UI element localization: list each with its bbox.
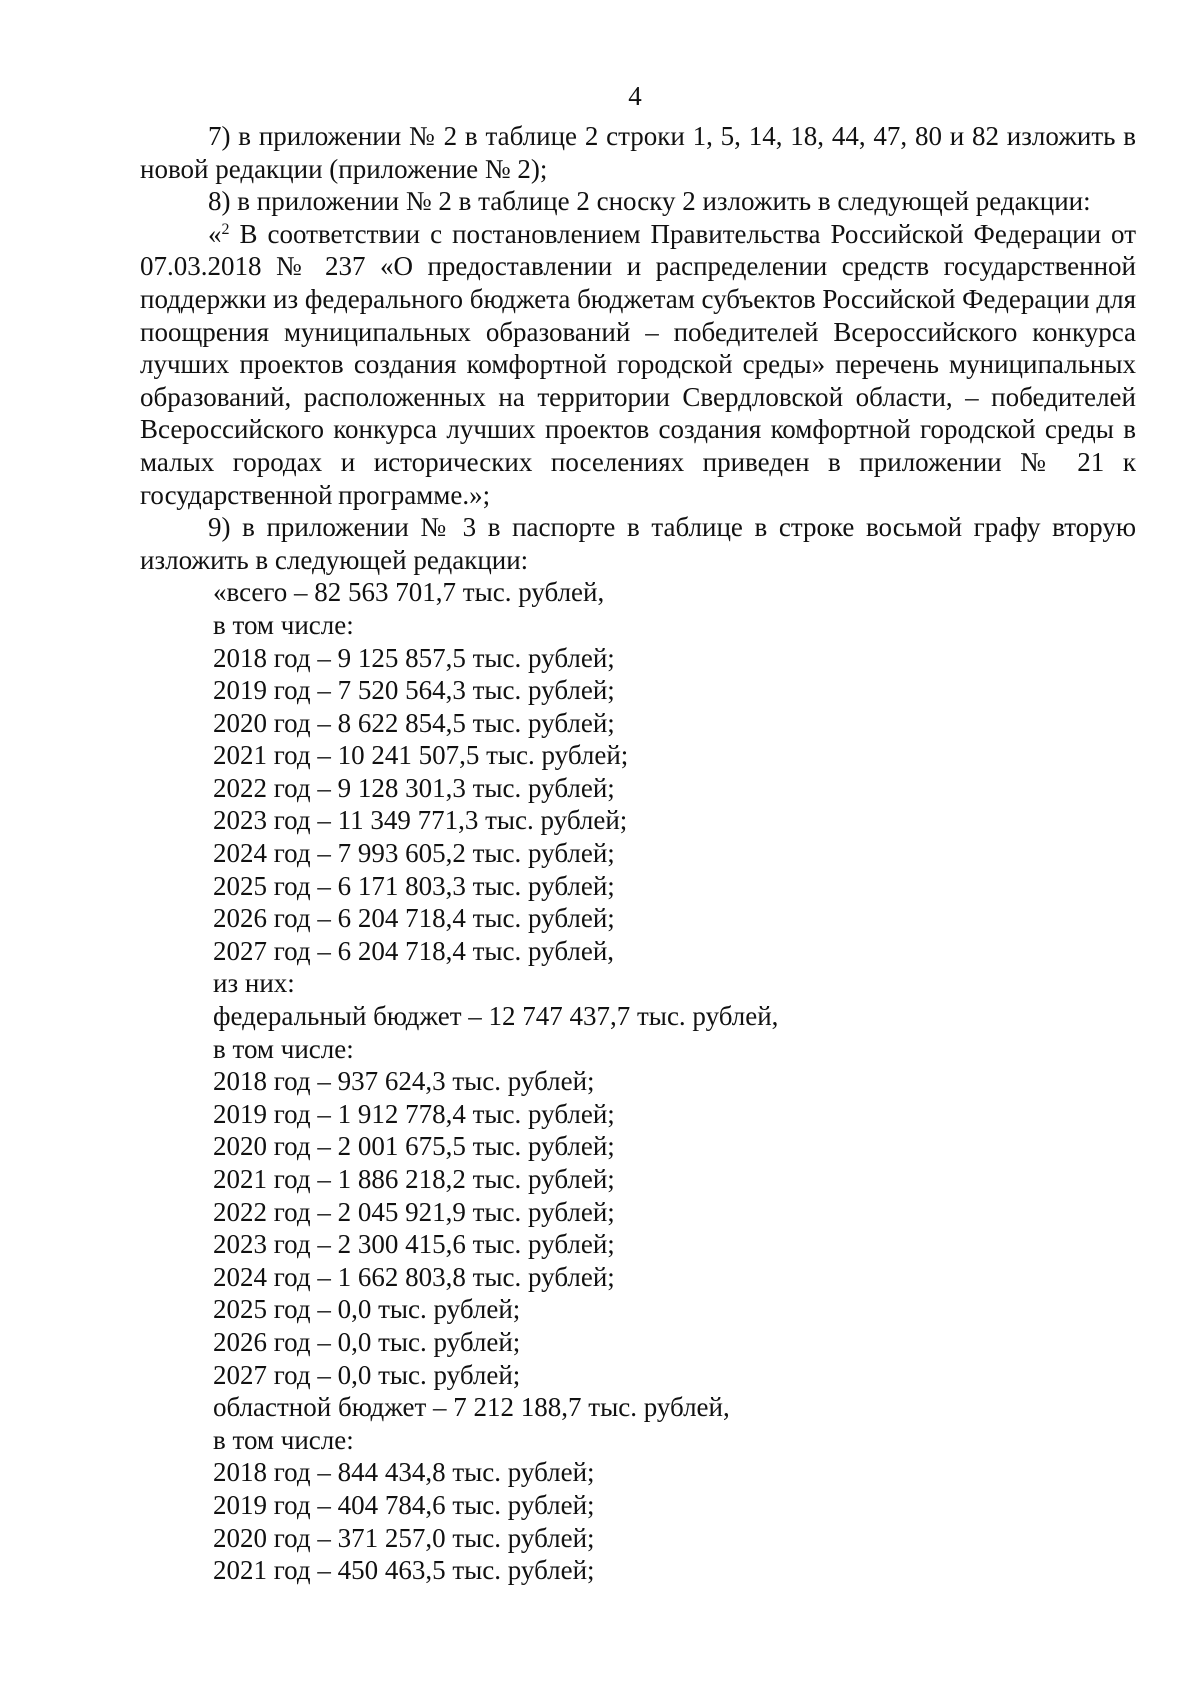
funding-line: в том числе: — [213, 609, 354, 640]
funding-line: 2023 год – 11 349 771,3 тыс. рублей; — [213, 805, 628, 836]
funding-line: 2018 год – 844 434,8 тыс. рублей; — [213, 1457, 595, 1488]
page-number: 4 — [628, 81, 642, 111]
funding-line: 2021 год – 10 241 507,5 тыс. рублей; — [213, 740, 629, 771]
funding-list — [140, 576, 1136, 1586]
footnote-open-quote: « — [208, 218, 222, 249]
funding-line: «всего – 82 563 701,7 тыс. рублей, — [213, 577, 605, 608]
funding-line: 2019 год – 7 520 564,3 тыс. рублей; — [213, 675, 615, 706]
funding-line: 2018 год – 937 624,3 тыс. рублей; — [213, 1066, 595, 1097]
funding-line: 2026 год – 6 204 718,4 тыс. рублей; — [213, 903, 615, 934]
funding-line: 2025 год – 0,0 тыс. рублей; — [213, 1294, 521, 1325]
footnote-2-text — [140, 218, 1136, 511]
funding-line: из них: — [213, 968, 295, 999]
footnote-marker: 2 — [221, 220, 230, 238]
funding-line: 2024 год – 7 993 605,2 тыс. рублей; — [213, 838, 615, 869]
funding-line: 2021 год – 1 886 218,2 тыс. рублей; — [213, 1164, 615, 1194]
funding-line: 2023 год – 2 300 415,6 тыс. рублей; — [213, 1229, 615, 1260]
funding-line: 2025 год – 6 171 803,3 тыс. рублей; — [213, 870, 615, 901]
funding-line: 2022 год – 9 128 301,3 тыс. рублей; — [213, 772, 615, 803]
funding-line: 2022 год – 2 045 921,9 тыс. рублей; — [213, 1196, 615, 1227]
funding-line: 2020 год – 371 257,0 тыс. рублей; — [213, 1522, 595, 1553]
funding-line: 2026 год – 0,0 тыс. рублей; — [213, 1326, 521, 1357]
funding-line: 2019 год – 1 912 778,4 тыс. рублей; — [213, 1098, 615, 1129]
document-body — [140, 120, 1136, 1587]
paragraph-item-8: 8) в приложении № 2 в таблице 2 сноску 2 изложить в следующей редакции: — [208, 186, 1091, 217]
funding-line: 2020 год – 8 622 854,5 тыс. рублей; — [213, 707, 615, 738]
funding-line: 2027 год – 6 204 718,4 тыс. рублей, — [213, 935, 615, 966]
paragraph-item-7: 7) в приложении № 2 в таблице 2 строки 1, 5, 14, 18, 44, 47, 80 и 82 изложить в новой редакции (приложение № 2); — [140, 121, 1136, 184]
funding-line: 2021 год – 450 463,5 тыс. рублей; — [213, 1555, 595, 1586]
funding-line: 2019 год – 404 784,6 тыс. рублей; — [213, 1489, 595, 1520]
paragraph-item-9: 9) в приложении № 3 в паспорте в таблице в строке восьмой графу вторую изложить в следующей редакции: — [140, 512, 1136, 575]
funding-line: в том числе: — [213, 1033, 354, 1064]
funding-line: 2024 год – 1 662 803,8 тыс. рублей; — [213, 1261, 615, 1292]
funding-line: 2020 год – 2 001 675,5 тыс. рублей; — [213, 1131, 615, 1162]
funding-line: федеральный бюджет – 12 747 437,7 тыс. рублей, — [213, 1001, 779, 1032]
funding-line: 2018 год – 9 125 857,5 тыс. рублей; — [213, 642, 615, 673]
funding-line: областной бюджет – 7 212 188,7 тыс. рублей, — [213, 1392, 730, 1423]
funding-line: в том числе: — [213, 1424, 354, 1455]
footnote-body: В соответствии с постановлением Правительства Российской Федерации от 07.03.2018 № 237 «О предоставлении и распределении средств государственной поддержки из федерального бюджета бюджетам субъектов Российской Федерации для поощрения муниципальных образований – победителей Всероссийского конкурса лучших проектов создания комфортной городской среды» перечень муниципальных образований, расположенных на территории Свердловской области, – победителей Всероссийского конкурса лучших проектов создания комфортной городской среды в малых городах и исторических поселениях приведен в приложении № 21 к государственной программе.»; — [140, 218, 1136, 510]
funding-line: 2027 год – 0,0 тыс. рублей; — [213, 1359, 521, 1390]
